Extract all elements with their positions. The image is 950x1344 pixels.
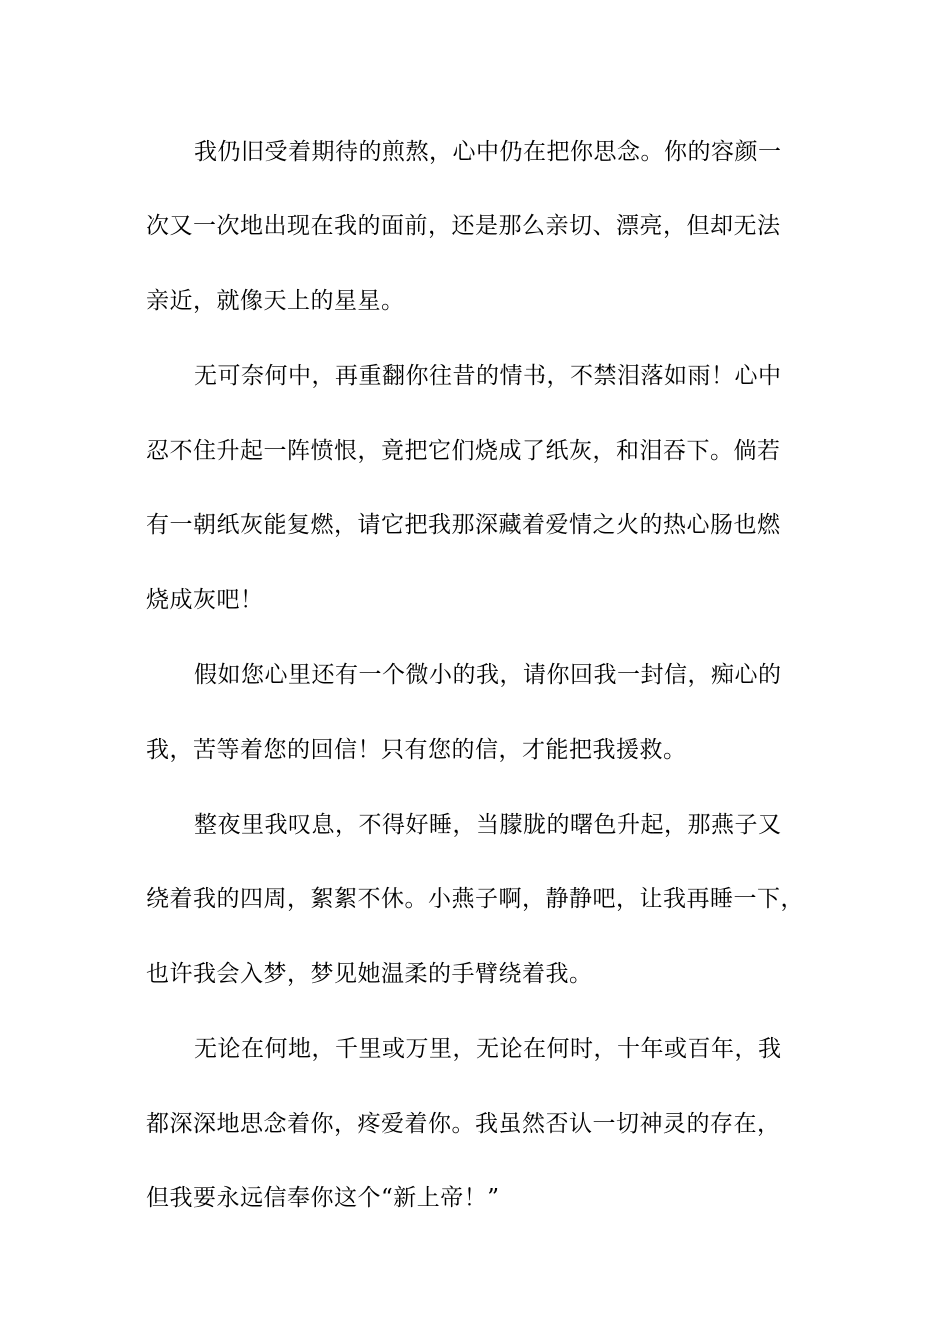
paragraph-1-line-2: 次又一次地出现在我的面前，还是那么亲切、漂亮，但却无法 xyxy=(146,213,781,239)
paragraph-3-line-2: 我，苦等着您的回信！只有您的信，才能把我援救。 xyxy=(146,737,687,763)
paragraph-1-line-3: 亲近，就像天上的星星。 xyxy=(146,288,405,314)
paragraph-4-line-2: 绕着我的四周，絮絮不休。小燕子啊，静静吧，让我再睡一下， xyxy=(146,886,804,912)
paragraph-4-line-1: 整夜里我叹息，不得好睡，当朦胧的曙色升起，那燕子又 xyxy=(194,812,782,838)
paragraph-2-line-1: 无可奈何中，再重翻你往昔的情书，不禁泪落如雨！心中 xyxy=(194,363,782,389)
paragraph-2-line-2: 忍不住升起一阵愤恨，竟把它们烧成了纸灰，和泪吞下。倘若 xyxy=(146,438,781,464)
paragraph-2-line-3: 有一朝纸灰能复燃，请它把我那深藏着爱情之火的热心肠也燃 xyxy=(146,512,781,538)
paragraph-5-line-3: 但我要永远信奉你这个“新上帝！” xyxy=(146,1185,500,1211)
paragraph-5-line-2: 都深深地思念着你，疼爱着你。我虽然否认一切神灵的存在， xyxy=(146,1111,781,1137)
paragraph-3-line-1: 假如您心里还有一个微小的我，请你回我一封信，痴心的 xyxy=(194,662,782,688)
paragraph-5-line-1: 无论在何地，千里或万里，无论在何时，十年或百年，我 xyxy=(194,1036,782,1062)
paragraph-4-line-3: 也许我会入梦，梦见她温柔的手臂绕着我。 xyxy=(146,961,593,987)
paragraph-2-line-4: 烧成灰吧！ xyxy=(146,587,264,613)
paragraph-1-line-1: 我仍旧受着期待的煎熬，心中仍在把你思念。你的容颜一 xyxy=(194,139,782,165)
